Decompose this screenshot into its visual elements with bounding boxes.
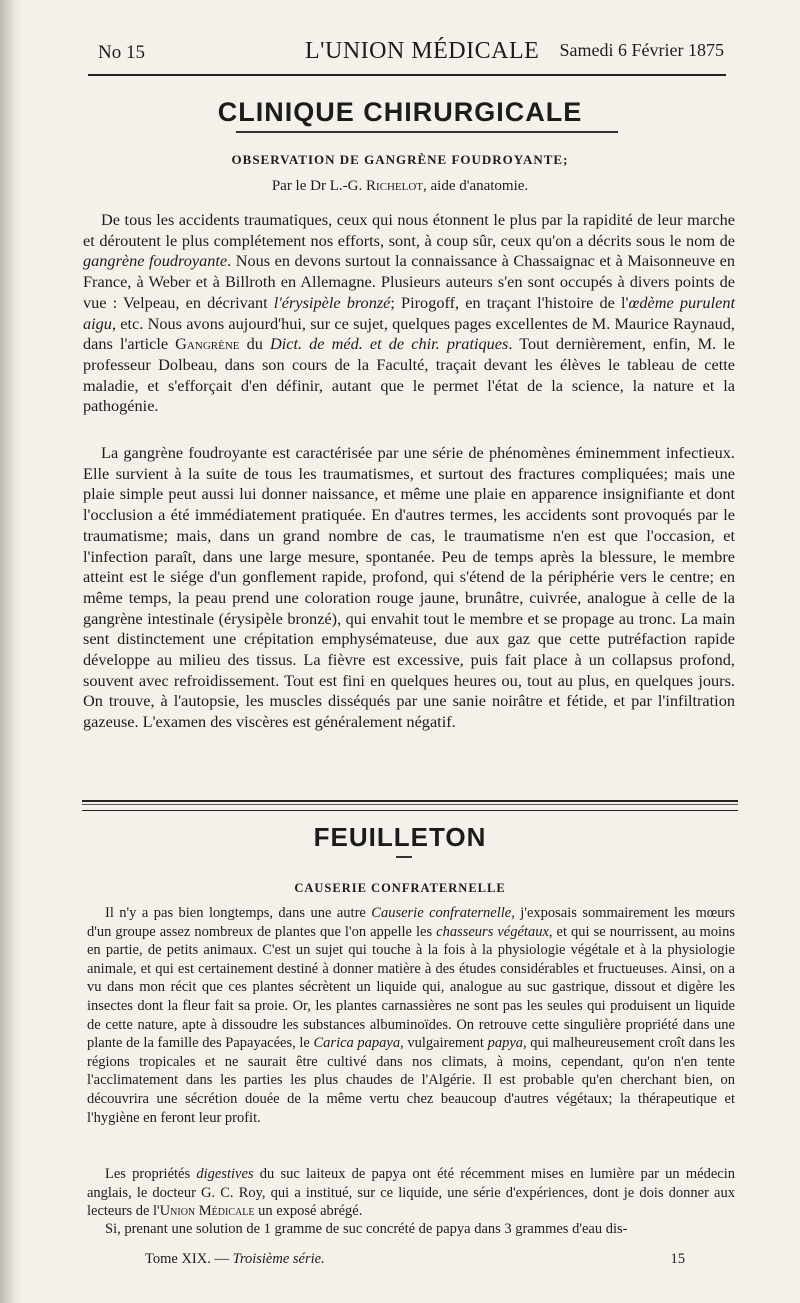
page-footer: [145, 1251, 685, 1273]
article-paragraph-1: De tous les accidents traumatiques, ceux qui nous étonnent le plus par la rapidité de leur marche et déroutent le plus complétement nos efforts, sont, à coup sûr, ceux qu'on a décrits sous le nom de gangrène foudroyante. Nous en devons surtout la connaissance à Chassaignac et à Maisonneuve en France, à Weber et à Billroth en Allemagne. Plusieurs auteurs s'en sont occupés à divers points de vue : Velpeau, en décrivant l'érysipèle bronzé; Pirogoff, en traçant l'histoire de l'œdème purulent aigu, etc. Nous avons aujourd'hui, sur ce sujet, quelques pages excellentes de M. Maurice Raynaud, dans l'article Gangrène du Dict. de méd. et de chir. pratiques. Tout dernièrement, enfin, M. le professeur Dolbeau, dans son cours de la Faculté, traçait devant les élèves le tableau de cette maladie, et s'efforçait d'en définir, autant que le permet l'état de la science, la nature et la pathogénie.: [83, 210, 735, 416]
feuilleton-subtitle: CAUSERIE CONFRATERNELLE: [294, 881, 506, 895]
article-paragraph-2: La gangrène foudroyante est caractérisée par une série de phénomènes éminemment infectieux. Elle survient à la suite de tous les traumatismes, et surtout des fractures compliquées; mais une plaie simple peut aussi lui donner naissance, et même une plaie en apparence insignifiante et dont l'occlusion a été immédiatement pratiquée. En d'autres termes, les accidents sont provoqués par le traumatisme; mais, dans un grand nombre de cas, le traumatisme n'en est que l'occasion, et l'infection paraît, dans une large mesure, spontanée. Peu de temps après la blessure, le membre atteint est le siége d'un gonflement rapide, profond, qui s'étend de la périphérie vers le centre; en même temps, la peau prend une coloration rouge jaune, brunâtre, cuivrée, analogue à celle de la gangrène intestinale (érysipèle bronzé), qui envahit tout le membre et se propage au tronc. La main sent distinctement une crépitation emphysémateuse, due aux gaz que cette putréfaction rapide développe au milieu des tissus. La fièvre est excessive, puis fait place à un collapsus profond, souvent avec refroidissement. Tout est fini en quelques heures ou, tout au plus, en quelques jours. On trouve, à l'autopsie, les muscles disséqués par une sanie noirâtre et fétide, et par l'infiltration gazeuse. L'examen des viscères est généralement négatif.: [83, 443, 735, 732]
section-title-rule: [236, 131, 618, 133]
header-rule: [88, 74, 726, 76]
section-title-clinique: CLINIQUE CHIRURGICALE: [217, 97, 583, 127]
page-edge-shadow: [0, 0, 22, 1303]
page-header: [98, 36, 724, 70]
issue-date: Samedi 6 Février 1875: [559, 40, 724, 60]
feuilleton-divider: [82, 800, 738, 811]
feuilleton-paragraph-2: Les propriétés digestives du suc laiteux de papya ont été récemment mises en lumière par un médecin anglais, le docteur G. C. Roy, qui a institué, sur ce liquide, une série d'expériences, dont je dois donner aux lecteurs de l'Union Médicale un exposé abrégé.: [87, 1166, 736, 1220]
feuilleton-paragraph-1: Il n'y a pas bien longtemps, dans une autre Causerie confraternelle, j'exposais sommairement les mœurs d'un groupe assez nombreux de plantes que l'on appelle les chasseurs végétaux, et qui se nourrissent, au moins en partie, de petits animaux. C'est un sujet qui touche à la fois à la physiologie végétale et à la physiologie animale, et qui est certainement destiné à donner matière à des études considérables et fructueuses. Ainsi, on a vu dans mon récit que ces plantes sécrètent un liquide qui, analogue au suc gastrique, dissout et digère les insectes dont la fleur fait sa proie. Or, les plantes carnassières ne sont pas les seules qui produisent un liquide de cette nature, apte à dissoudre les substances albuminoïdes. On retrouve cette singulière propriété dans une plante de la famille des Papayacées, le Carica papaya, vulgairement papya, qui malheureusement croît dans les régions tropicales et ne saurait être cultivé dans nos climats, à moins, cependant, qu'on n'en tente l'acclimatement dans les parties les plus chaudes de l'Algérie. Il est probable qu'en cherchant bien, on découvrira une sécrétion douée de la même vertu chez beaucoup d'autres végétaux; la thérapeutique et l'hygiène en feront leur profit.: [87, 905, 735, 1126]
article-subtitle: OBSERVATION DE GANGRÈNE FOUDROYANTE;: [231, 152, 569, 167]
feuilleton-title-rule: [396, 856, 412, 858]
feuilleton-paragraph-3: Si, prenant une solution de 1 gramme de suc concrété de papya dans 3 grammes d'eau dis-: [105, 1221, 628, 1237]
issue-number: No 15: [98, 42, 145, 63]
page-number: 15: [670, 1251, 685, 1267]
section-title-feuilleton: FEUILLETON: [313, 822, 487, 852]
volume-info: Tome XIX. — Troisième série.: [145, 1251, 325, 1267]
journal-title: L'UNION MÉDICALE: [305, 38, 540, 64]
article-byline: Par le Dr L.-G. Richelot, aide d'anatomie.: [271, 178, 529, 194]
